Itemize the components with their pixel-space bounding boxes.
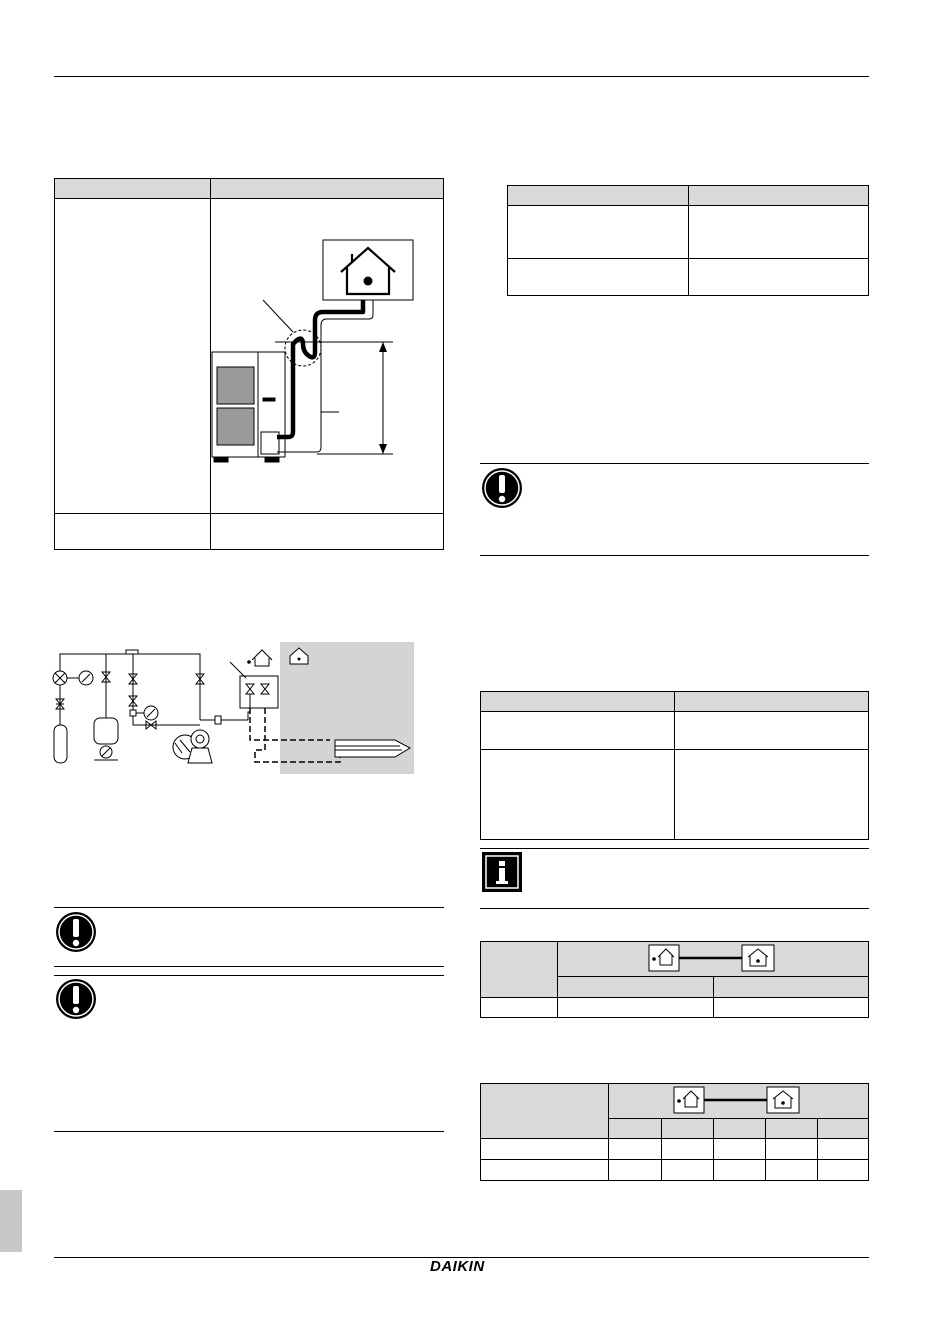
house-dot: [364, 277, 373, 286]
dimension-arrow-up: [379, 342, 387, 352]
right-table-4-col2-divider: [661, 1118, 662, 1181]
notice-2-bottom-rule: [54, 1131, 444, 1132]
exclamation-icon: [54, 977, 98, 1021]
right-table-3-col2-divider: [713, 976, 714, 1018]
dimension-arrow-down: [379, 444, 387, 454]
vacuum-tank: [94, 718, 118, 744]
right-table-4-col1-divider: [608, 1083, 609, 1181]
service-port: [215, 716, 221, 724]
notice-1-top-rule: [54, 907, 444, 908]
right-table-2-row-divider: [480, 749, 869, 750]
right-table-1-col-divider: [688, 185, 689, 296]
left-table-header: [54, 178, 444, 199]
right-table-1-row-divider: [507, 258, 869, 259]
left-table-header-divider: [210, 178, 211, 199]
notice-3-top-rule: [480, 463, 869, 464]
header-rule: [54, 76, 869, 77]
right-table-2-col-divider: [674, 691, 675, 840]
info-bottom-rule: [480, 908, 869, 909]
notice-2-top-rule: [54, 975, 444, 976]
notice-3-bottom-rule: [480, 555, 869, 556]
exclamation-icon: [480, 466, 524, 510]
outdoor-unit-box: [240, 676, 278, 708]
outdoor-unit: [212, 352, 285, 462]
outdoor-unit-height-diagram: [205, 232, 440, 472]
right-table-4-row-divider: [480, 1159, 869, 1160]
house-outdoor-icon: [252, 650, 272, 666]
notice-1-bottom-rule: [54, 966, 444, 967]
right-table-3-body: [480, 997, 869, 1018]
side-tab: [0, 1190, 22, 1252]
brand-logo: DAIKIN: [430, 1258, 485, 1275]
trap-callout-leader: [263, 300, 293, 332]
right-table-3-col1-divider: [557, 941, 558, 1018]
refrigerant-circuit-schematic: [50, 640, 420, 775]
refrigerant-cylinder: [54, 725, 67, 763]
right-table-4-col3-divider: [713, 1118, 714, 1181]
tee-fitting: [126, 650, 138, 654]
left-table-row-divider: [54, 513, 444, 514]
indoor-outdoor-link-diagram: [645, 943, 780, 973]
info-top-rule: [480, 848, 869, 849]
right-table-4-subhead-divider: [608, 1118, 869, 1119]
exclamation-icon: [54, 910, 98, 954]
info-icon: [481, 851, 523, 893]
right-table-4-col5-divider: [817, 1118, 818, 1181]
thick-pipe: [277, 300, 363, 437]
right-table-4-col4-divider: [765, 1118, 766, 1181]
recovery-unit: [173, 730, 212, 763]
indoor-unit: [335, 740, 410, 757]
indoor-outdoor-link-diagram: [670, 1085, 805, 1115]
